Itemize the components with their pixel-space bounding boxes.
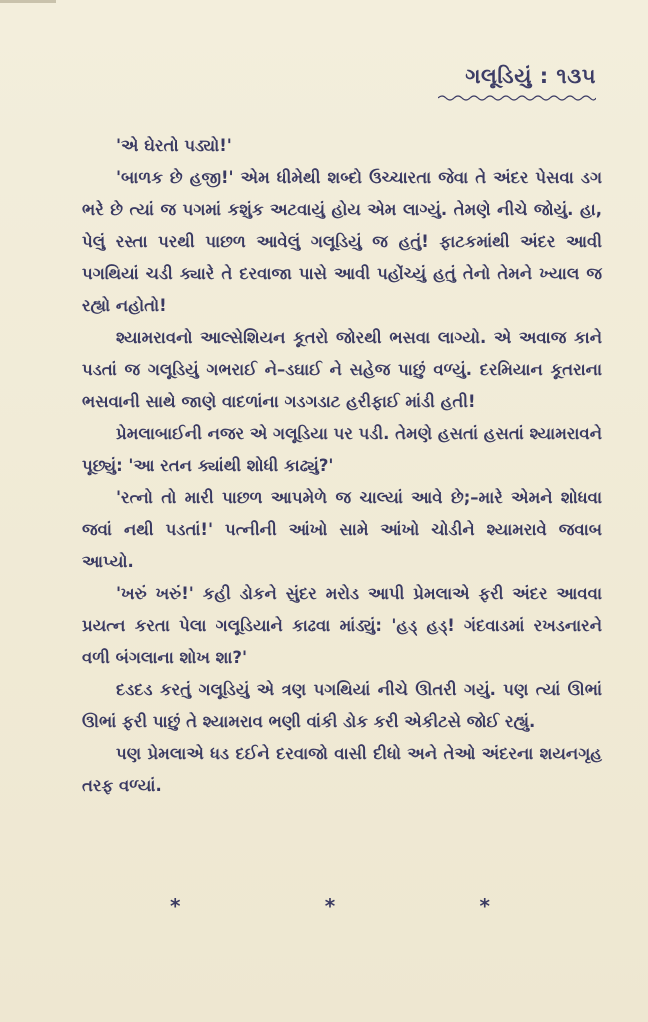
paragraph: દડદડ કરતું ગલૂડિયું એ ત્રણ પગથિયાં નીચે ઊતરી ગયું. પણ ત્યાં ઊભાં ઊભાં ફરી પાછું તે શ્યામરાવ ભણી વાંકી ડોક કરી એકીટસે જોઈ રહ્યું. bbox=[82, 680, 602, 731]
paragraph: પ્રેમલાબાઈની નજર એ ગલૂડિયા પર પડી. તેમણે હસતાં હસતાં શ્યામરાવને પૂછ્યું: 'આ રતન ક્યાંથી શોધી કાઢ્યું?' bbox=[82, 424, 602, 475]
paragraph: 'રત્નો તો મારી પાછળ આપમેળે જ ચાલ્યાં આવે છે;–મારે એમને શોધવા જવાં નથી પડતાં!' પત્નીની આંખો સામે આંખો ચોડીને શ્યામરાવે જવાબ આપ્યો. bbox=[82, 488, 602, 571]
header-wavy-underline bbox=[438, 94, 596, 102]
paragraph: 'એ ઘેરતો પડ્યો!' bbox=[116, 136, 232, 155]
asterisk: * bbox=[170, 894, 181, 918]
body-text bbox=[82, 130, 602, 802]
paragraph: શ્યામરાવનો આલ્સેશિયન કૂતરો જોરથી ભસવા લાગ્યો. એ અવાજ કાને પડતાં જ ગલૂડિયું ગભરાઈ ને–ડઘાઈ ને સહેજ પાછું વળ્યું. દરમિયાન કૂતરાના ભસવાની સાથે જાણે વાદળાંના ગડગડાટ હરીફાઈ માંડી હતી! bbox=[82, 328, 602, 411]
asterisk: * bbox=[479, 894, 490, 918]
paragraph: પણ પ્રેમલાએ ધડ દઈને દરવાજો વાસી દીધો અને તેઓ અંદરના શયનગૃહ તરફ વળ્યાં. bbox=[82, 744, 602, 795]
asterisk: * bbox=[324, 894, 336, 918]
section-break bbox=[170, 894, 490, 918]
paragraph: 'બાળક છે હજી!' એમ ધીમેથી શબ્દો ઉચ્ચારતા જેવા તે અંદર પેસવા ડગ ભરે છે ત્યાં જ પગમાં કશુંક અટવાયું હોય એમ લાગ્યું. તેમણે નીચે જોયું. હા, પેલું રસ્તા પરથી પાછળ આવેલું ગલૂડિયું જ હતું! ફાટકમાંથી અંદર આવી પગથિયાં ચડી ક્યારે તે દરવાજા પાસે આવી પહોંચ્યું હતું તેનો તેમને ખ્યાલ જ રહ્યો નહોતો! bbox=[82, 168, 602, 315]
page-edge-rule bbox=[0, 0, 56, 3]
running-header: ગલૂડિયું : ૧૩૫ bbox=[465, 64, 596, 88]
paragraph: 'ખરું ખરું!' કહી ડોકને સુંદર મરોડ આપી પ્રેમલાએ ફરી અંદર આવવા પ્રયત્ન કરતા પેલા ગલૂડિયાને કાઢવા માંડ્યું: 'હડ્ હડ્! ગંદવાડમાં રખડનારને વળી બંગલાના શોખ શા?' bbox=[82, 584, 602, 667]
